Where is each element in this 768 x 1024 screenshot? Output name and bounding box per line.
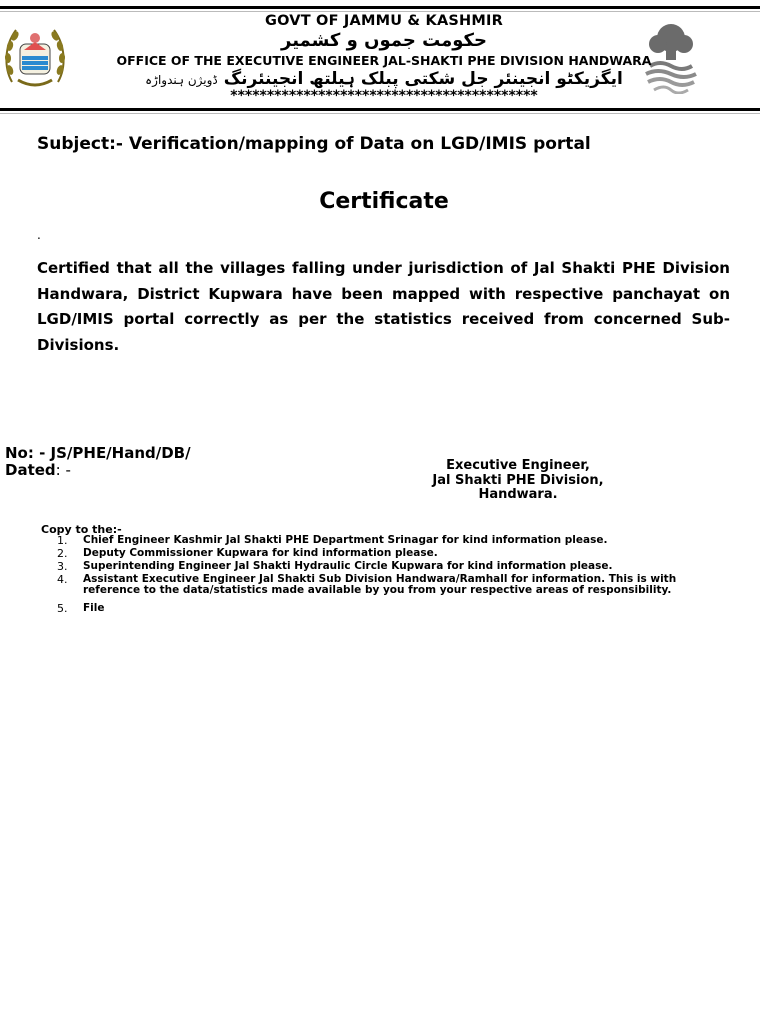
header-top-rule — [0, 6, 760, 9]
header-bottom-rule — [0, 108, 760, 111]
subject-line: Subject:- Verification/mapping of Data on LGD/IMIS portal — [37, 134, 591, 154]
list-item-number: 5. — [57, 601, 68, 615]
list-item-text: Deputy Commissioner Kupwara for kind information please. — [83, 546, 438, 559]
reference-number: No: - JS/PHE/Hand/DB/ — [5, 444, 191, 462]
list-item-text: Chief Engineer Kashmir Jal Shakti PHE Department Srinagar for kind information please. — [83, 534, 608, 546]
list-item — [41, 548, 731, 560]
header-office-title: OFFICE OF THE EXECUTIVE ENGINEER JAL-SHAKTI PHE DIVISION HANDWARA — [116, 53, 652, 68]
header-govt-title-urdu: حکومت جموں و کشمیر — [281, 30, 487, 51]
list-item-number: 1. — [57, 534, 68, 547]
header-bottom-rule-shadow — [0, 113, 760, 114]
list-item — [41, 574, 731, 597]
header-top-rule-shadow — [0, 11, 760, 12]
copy-to-heading: Copy to the:- — [41, 523, 122, 536]
stray-dot: . — [37, 228, 41, 242]
date-label: Dated — [5, 461, 56, 479]
signature-division: Jal Shakti PHE Division, — [432, 472, 604, 488]
list-item — [41, 603, 731, 615]
list-item — [41, 535, 731, 547]
list-item-number: 4. — [57, 572, 68, 586]
copy-to-list — [41, 535, 731, 616]
list-item-number: 3. — [57, 559, 68, 573]
header-office-urdu-small: ڈویژن ہندواڑہ — [145, 73, 218, 87]
certificate-title: Certificate — [319, 189, 449, 214]
list-item-text: Assistant Executive Engineer Jal Shakti Sub Division Handwara/Ramhall for information. This is with reference to the data/statistics made available by you from your respective areas of responsibility. — [83, 572, 677, 597]
signature-designation: Executive Engineer, — [446, 458, 590, 473]
list-item — [41, 561, 731, 573]
signature-place: Handwara. — [478, 487, 558, 502]
header-office-urdu-main: ایگزیکٹو انجینئر جل شکتی پبلک ہیلتھ انجینئرنگ — [223, 69, 623, 89]
signature-block — [418, 459, 618, 503]
certificate-body: Certified that all the villages falling under jurisdiction of Jal Shakti PHE Division Handwara, District Kupwara have been mapped with respective panchayat on LGD/IMIS portal correctly as per the statistics received from concerned Sub-Divisions. — [37, 259, 730, 355]
list-item-text: File — [83, 601, 105, 614]
header-office-title-urdu — [0, 68, 768, 89]
date-suffix: : - — [55, 461, 71, 479]
header-asterisk-divider: ****************************************** — [230, 88, 538, 104]
list-item-number: 2. — [57, 546, 68, 560]
list-item-text: Superintending Engineer Jal Shakti Hydraulic Circle Kupwara for kind information please. — [83, 559, 613, 572]
header-govt-title: GOVT OF JAMMU & KASHMIR — [265, 13, 503, 29]
reference-date — [5, 461, 71, 479]
